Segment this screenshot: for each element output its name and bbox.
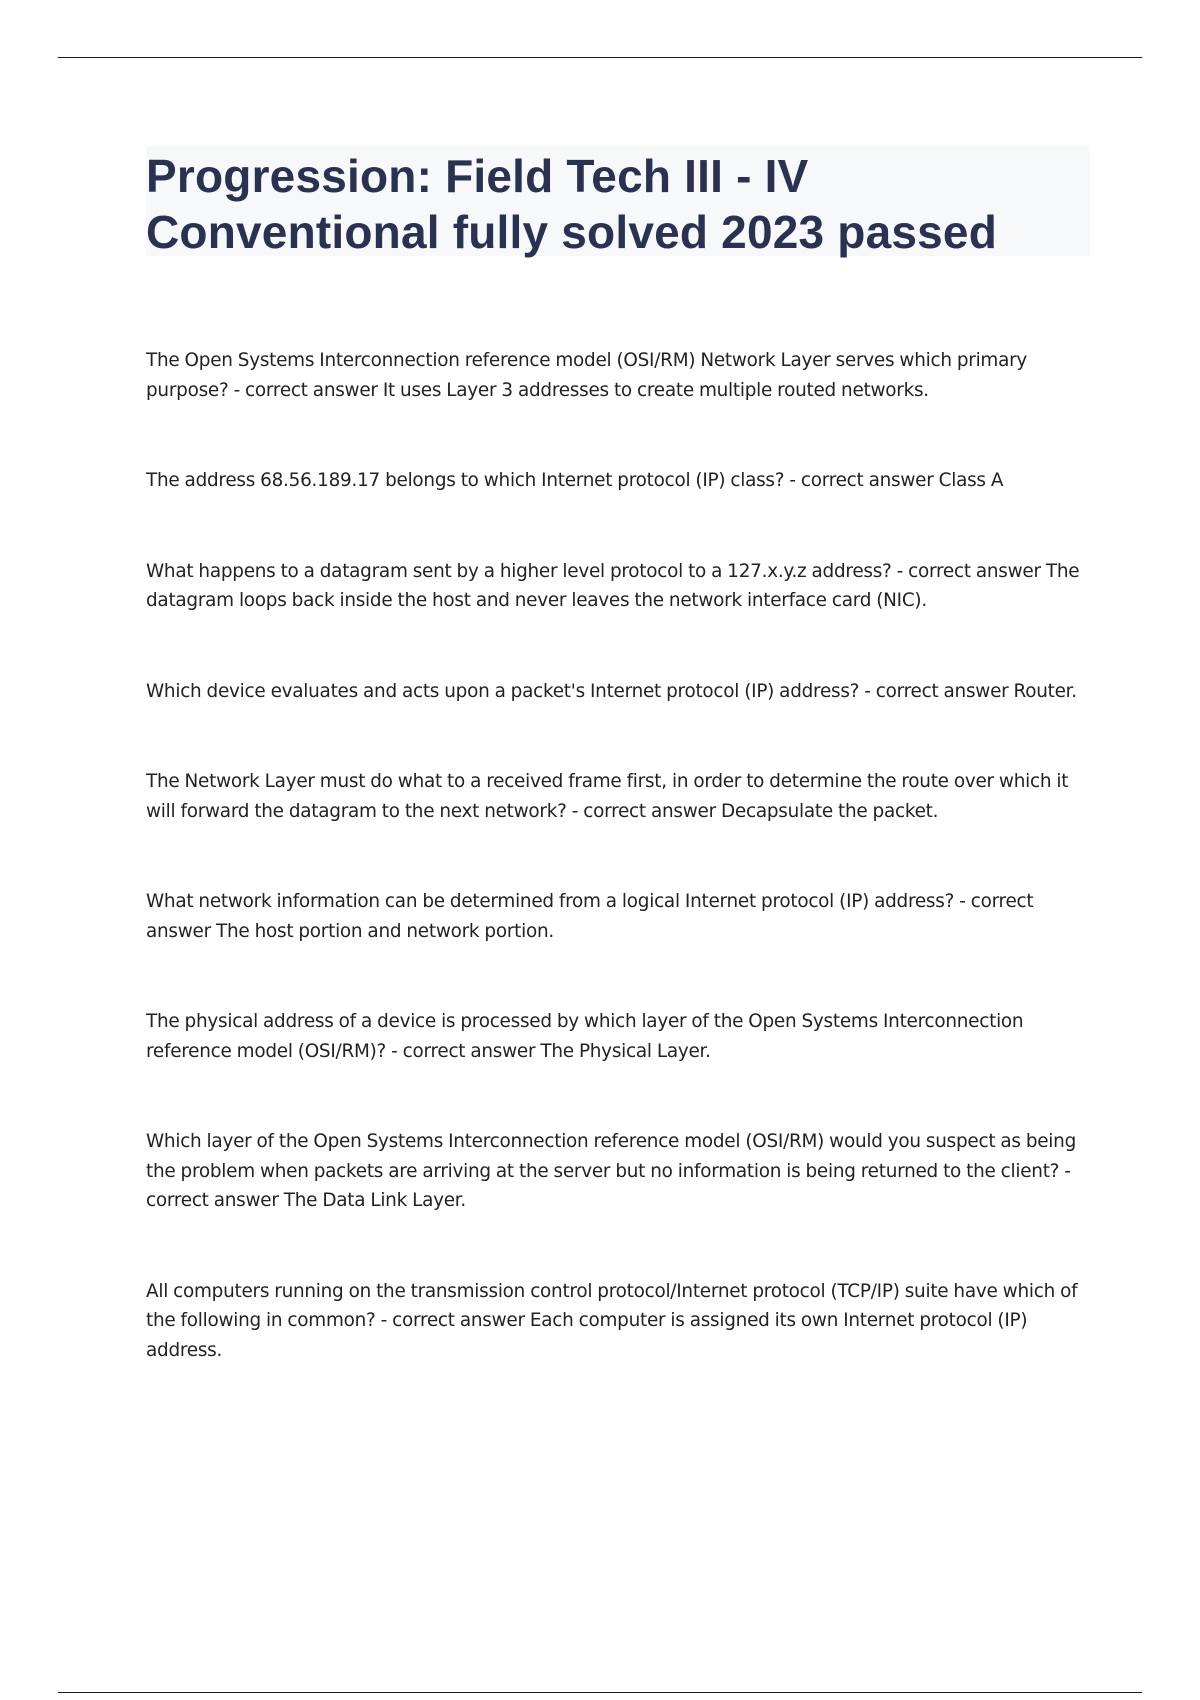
qa-item xyxy=(146,677,1096,707)
answer-separator: - correct answer xyxy=(566,800,721,822)
answer-text: Each computer is assigned its own Internet protocol (IP) address. xyxy=(146,1310,1028,1361)
answer-separator: - correct answer xyxy=(386,1040,541,1062)
qa-item xyxy=(146,887,1096,946)
question-text: The Open Systems Interconnection reference model (OSI/RM) Network Layer serves which primary purpose? xyxy=(146,350,1028,401)
question-text: What happens to a datagram sent by a higher level protocol to a 127.x.y.z address? xyxy=(146,560,892,582)
header-rule xyxy=(58,57,1142,58)
answer-text: It uses Layer 3 addresses to create multiple routed networks. xyxy=(382,379,929,401)
answer-text: The Data Link Layer. xyxy=(283,1190,467,1211)
answer-text: Decapsulate the packet. xyxy=(721,800,939,822)
question-text: The physical address of a device is processed by which layer of the Open Systems Interconnection reference model (OSI/RM)? xyxy=(146,1011,1024,1062)
document-title xyxy=(146,148,1090,260)
question-text: The Network Layer must do what to a received frame first, in order to determine the route over which it will forward the datagram to the next network? xyxy=(146,771,1069,822)
answer-separator: - correct answer xyxy=(228,379,383,401)
question-text: Which device evaluates and acts upon a packet's Internet protocol (IP) address? xyxy=(146,680,860,702)
qa-item xyxy=(146,346,1096,405)
qa-item xyxy=(146,1277,1096,1366)
title-block xyxy=(146,146,1090,256)
title-line-2: Conventional fully solved 2023 passed xyxy=(146,206,998,258)
title-line-1: Progression: Field Tech III - IV xyxy=(146,150,809,202)
question-text: All computers running on the transmission control protocol/Internet protocol (TCP/IP) suite have which of the following in common? xyxy=(146,1280,1078,1331)
qa-list xyxy=(146,346,1096,1426)
answer-separator: - correct answer xyxy=(891,560,1046,582)
qa-item xyxy=(146,767,1096,826)
answer-separator: - correct answer xyxy=(784,470,939,491)
footer-rule xyxy=(58,1692,1142,1693)
answer-separator: - correct answer xyxy=(146,891,1034,942)
qa-item xyxy=(146,1127,1096,1216)
answer-text: The Physical Layer. xyxy=(540,1040,711,1062)
answer-text: Class A xyxy=(938,470,1004,491)
answer-separator: - correct answer xyxy=(375,1310,530,1331)
qa-item xyxy=(146,466,1096,496)
answer-text: The host portion and network portion. xyxy=(216,920,554,942)
question-text: What network information can be determined from a logical Internet protocol (IP) address? xyxy=(146,891,955,912)
answer-separator: - correct answer xyxy=(146,1160,1071,1211)
question-text: Which layer of the Open Systems Interconnection reference model (OSI/RM) would you suspect as being the problem when packets are arriving at the server but no information is being returned to the client? xyxy=(146,1131,1076,1182)
qa-item xyxy=(146,1007,1096,1066)
answer-separator: - correct answer xyxy=(859,680,1014,702)
qa-item xyxy=(146,557,1096,616)
answer-text: The datagram loops back inside the host and never leaves the network interface card (NIC). xyxy=(146,560,1080,611)
answer-text: Router. xyxy=(1013,680,1077,702)
question-text: The address 68.56.189.17 belongs to which Internet protocol (IP) class? xyxy=(146,470,785,491)
